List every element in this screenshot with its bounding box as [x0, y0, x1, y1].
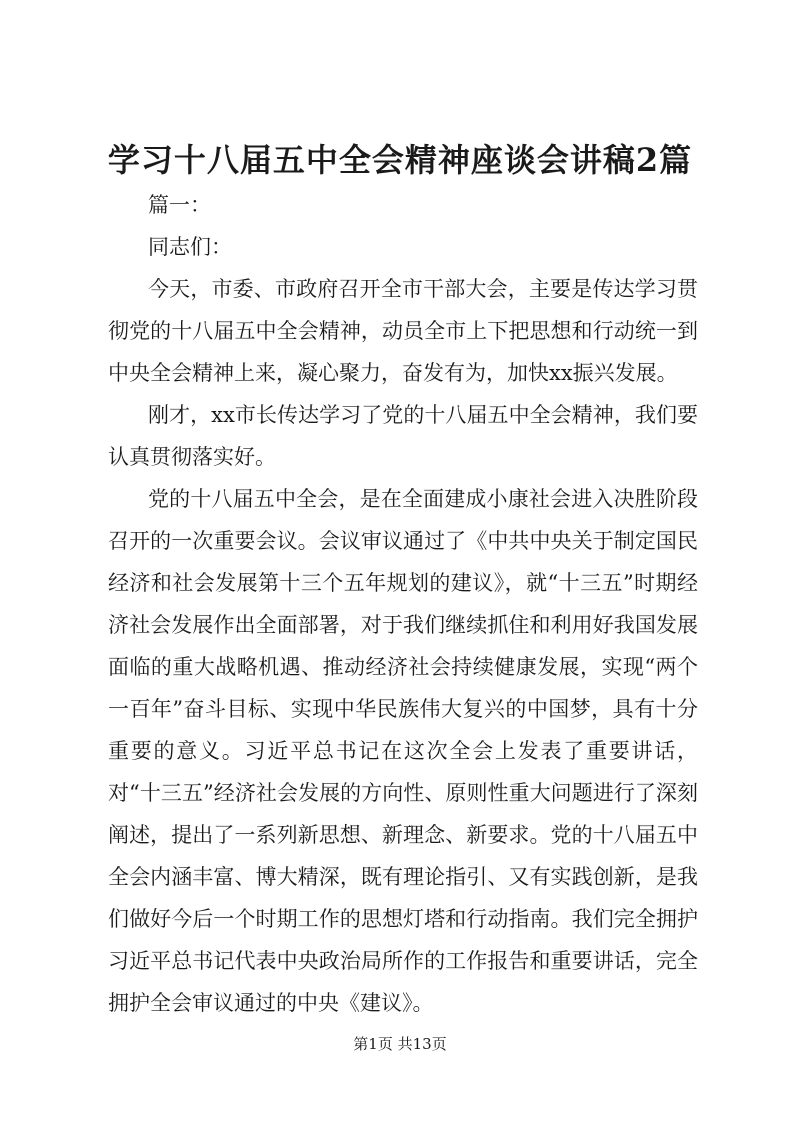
body-paragraph: 刚才，xx市长传达学习了党的十八届五中全会精神，我们要认真贯彻落实好。 [108, 403, 698, 469]
document-body [108, 184, 698, 1024]
body-paragraph: 今天，市委、市政府召开全市干部大会，主要是传达学习贯彻党的十八届五中全会精神，动员全市上下把思想和行动统一到中央全会精神上来，凝心聚力，奋发有为，加快xx振兴发展。 [108, 277, 698, 385]
page-footer [0, 1034, 800, 1054]
body-paragraph: 党的十八届五中全会，是在全面建成小康社会进入决胜阶段召开的一次重要会议。会议审议通过了《中共中央关于制定国民经济和社会发展第十三个五年规划的建议》，就“十三五”时期经济社会发展作出全面部署，对于我们继续抓住和利用好我国发展面临的重大战略机遇、推动经济社会持续健康发展，实现“两个一百年”奋斗目标、实现中华民族伟大复兴的中国梦，具有十分重要的意义。习近平总书记在这次全会上发表了重要讲话，对“十三五”经济社会发展的方向性、原则性重大问题进行了深刻阐述，提出了一系列新思想、新理念、新要求。党的十八届五中全会内涵丰富、博大精深，既有理论指引、又有实践创新，是我们做好今后一个时期工作的思想灯塔和行动指南。我们完全拥护习近平总书记代表中央政治局所作的工作报告和重要讲话，完全拥护全会审议通过的中央《建议》。 [108, 487, 698, 1015]
page-number: 第1页 共13页 [353, 1035, 447, 1053]
section-heading: 篇一： [148, 193, 211, 217]
document-title: 学习十八届五中全会精神座谈会讲稿2篇 [107, 141, 693, 179]
salutation: 同志们： [148, 235, 232, 259]
